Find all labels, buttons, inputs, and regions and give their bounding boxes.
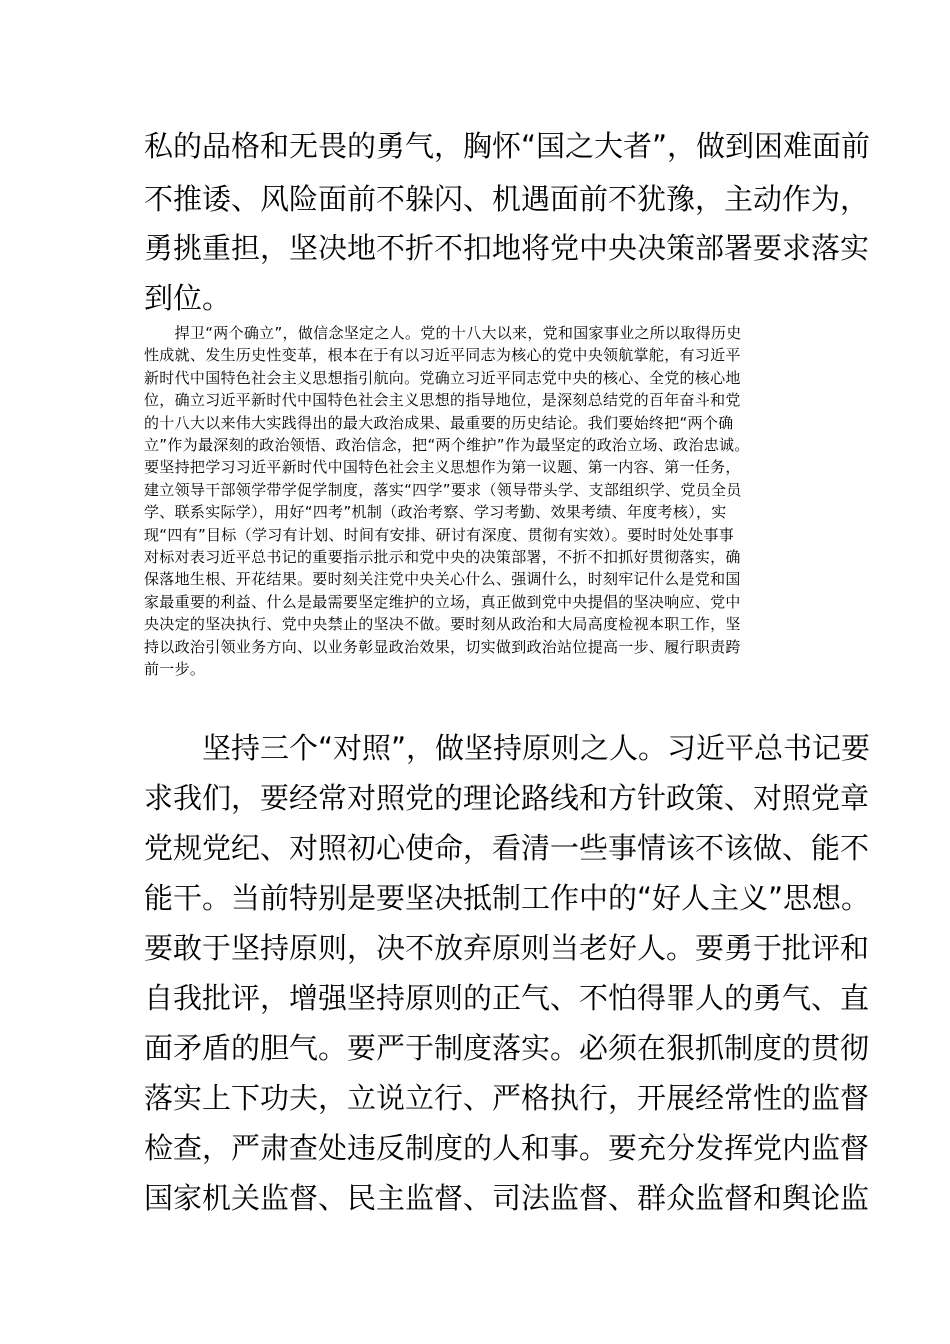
text-line: 保落地生根、开花结果。要时刻关注党中央关心什么、强调什么，时刻牢记什么是党和国 [144, 570, 741, 589]
text-line: 面矛盾的胆气。要严于制度落实。必须在狠抓制度的贯彻 [144, 1031, 870, 1065]
text-line: 持以政治引领业务方向、以业务彰显政治效果，切实做到政治站位提高一步、履行职责跨 [144, 637, 741, 656]
small-paragraph [144, 322, 824, 681]
text-line: 对标对表习近平总书记的重要指示批示和党中央的决策部署，不折不扣抓好贯彻落实，确 [144, 548, 741, 567]
text-line: 党规党纪、对照初心使命，看清一些事情该不该做、能不 [144, 831, 870, 865]
text-line: 能干。当前特别是要坚决抵制工作中的“好人主义”思想。 [144, 881, 871, 915]
text-line: 新时代中国特色社会主义思想指引航向。党确立习近平同志党中央的核心、全党的核心地 [144, 368, 741, 387]
text-line: 要敢于坚持原则，决不放弃原则当老好人。要勇于批评和 [144, 931, 870, 965]
text-line: 立”作为最深刻的政治领悟、政治信念，把“两个维护”作为最坚定的政治立场、政治忠诚。 [144, 436, 750, 455]
text-line: 前一步。 [144, 660, 206, 679]
text-line: 央决定的坚决执行、党中央禁止的坚决不做。要时刻从政治和大局高度检视本职工作，坚 [144, 615, 741, 634]
text-line: 国家机关监督、民主监督、司法监督、群众监督和舆论监 [144, 1181, 870, 1215]
text-line: 学、联系实际学），用好“四考”机制（政治考察、学习考勤、效果考绩、年度考核），实 [144, 503, 727, 522]
text-line: 的十八大以来伟大实践得出的最大政治成果、最重要的历史结论。我们要始终把“两个确 [144, 413, 734, 432]
text-line: 坚持三个“对照”，做坚持原则之人。习近平总书记要 [144, 731, 871, 765]
text-line: 不推诿、风险面前不躲闪、机遇面前不犹豫，主动作为， [144, 182, 870, 216]
text-line: 勇挑重担，坚决地不折不扣地将党中央决策部署要求落实 [144, 231, 870, 265]
text-line: 家最重要的利益、什么是最需要坚定维护的立场，真正做到党中央提倡的坚决响应、党中 [144, 592, 741, 611]
text-line: 求我们，要经常对照党的理论路线和方针政策、对照党章 [144, 781, 870, 815]
text-line: 落实上下功夫，立说立行、严格执行，开展经常性的监督 [144, 1081, 870, 1115]
text-line: 捍卫“两个确立”，做信念坚定之人。党的十八大以来，党和国家事业之所以取得历史 [144, 324, 742, 342]
text-line: 到位。 [144, 281, 232, 315]
text-line: 位，确立习近平新时代中国特色社会主义思想的指导地位，是深刻总结党的百年奋斗和党 [144, 391, 741, 410]
text-line: 私的品格和无畏的勇气，胸怀“国之大者”，做到困难面前 [144, 129, 871, 163]
text-line: 要坚持把学习习近平新时代中国特色社会主义思想作为第一议题、第一内容、第一任务， [144, 458, 741, 477]
text-line: 性成就、发生历史性变革，根本在于有以习近平同志为核心的党中央领航掌舵，有习近平 [144, 346, 741, 365]
text-line: 自我批评，增强坚持原则的正气、不怕得罪人的勇气、直 [144, 981, 870, 1015]
text-line: 建立领导干部领学带学促学制度，落实“四学”要求（领导带头学、支部组织学、党员全员 [144, 480, 742, 499]
text-line: 现“四有”目标（学习有计划、时间有安排、研讨有深度、贯彻有实效）。要时时处处事事 [144, 525, 735, 544]
text-line: 检查，严肃查处违反制度的人和事。要充分发挥党内监督 [144, 1131, 870, 1165]
